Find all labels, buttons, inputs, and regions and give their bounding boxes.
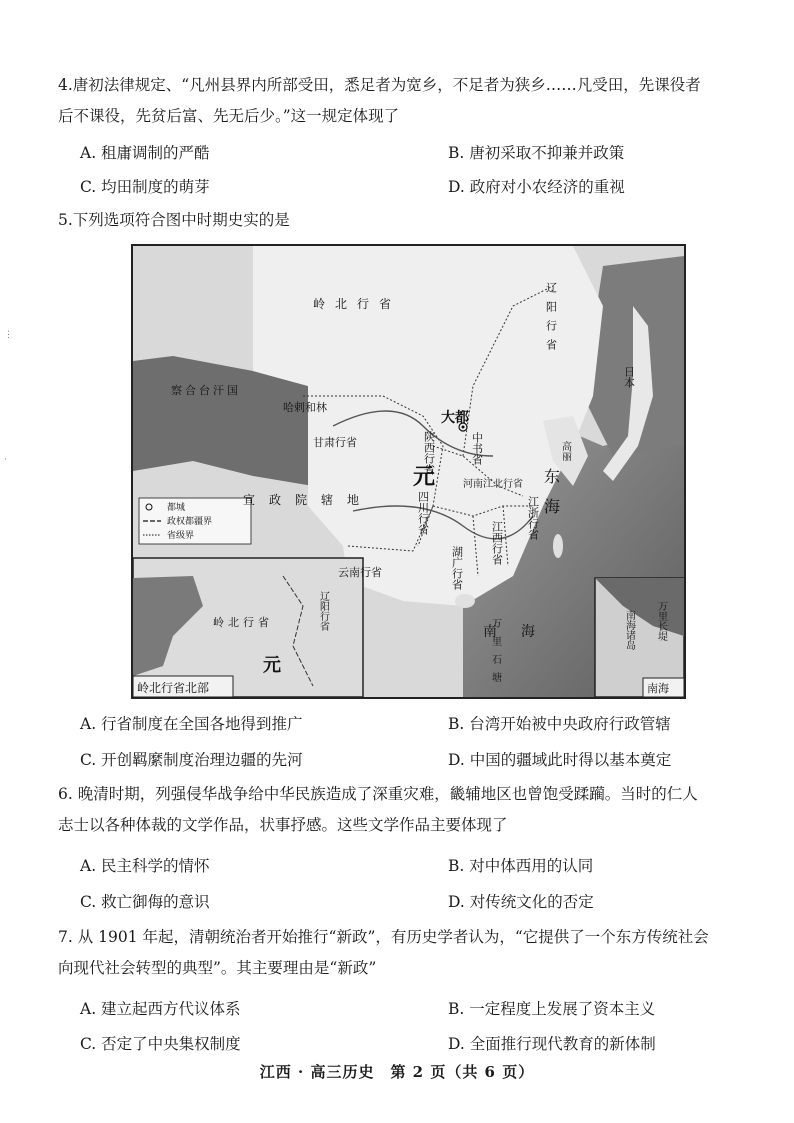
inset-lingbei-label2: 辽阳行省 <box>317 591 329 631</box>
inset-lingbei-label1: 岭北行省 <box>213 616 273 629</box>
label-lingbei: 岭北行省 <box>313 297 402 311</box>
legend-border1: 政权都疆界 <box>167 517 213 527</box>
question-4-option-a: A. 租庸调制的严酷 <box>80 144 210 162</box>
question-4-stem-line1: 4.唐初法律规定、“凡州县界内所部受田，悉足者为宽乡，不足者为狭乡……凡受田，先课役者 <box>58 76 701 94</box>
question-4-option-c: C. 均田制度的萌芽 <box>80 178 210 196</box>
taiwan-island <box>553 534 563 558</box>
question-7-option-c: C. 否定了中央集权制度 <box>80 1035 241 1053</box>
question-7 <box>58 922 748 984</box>
question-5-stem: 5.下列选项符合图中时期史实的是 <box>58 211 290 229</box>
label-jiangxi: 江西行省 <box>490 521 504 565</box>
question-4-stem-line2: 后不课役，先贫后富、先无后少。”这一规定体现了 <box>58 107 400 125</box>
question-6 <box>58 779 748 841</box>
label-zhongshu: 中书省 <box>470 432 484 465</box>
inset-lingbei-yuan: 元 <box>263 655 281 676</box>
question-6-stem-line2: 志士以各种体裁的文学作品，状事抒感。这些文学作品主要体现了 <box>58 816 508 834</box>
question-4-option-b: B. 唐初采取不抑兼并政策 <box>448 144 625 162</box>
question-5-option-b: B. 台湾开始被中央政府行政管辖 <box>448 715 671 733</box>
label-xuanzheng: 宣政院辖地 <box>243 493 374 507</box>
label-nanhai: 南海 <box>483 624 559 640</box>
question-7-stem-line2: 向现代社会转型的典型”。其主要理由是“新政” <box>58 959 377 977</box>
label-shaanxi: 陕西行省 <box>422 431 436 475</box>
question-6-option-c: C. 救亡御侮的意识 <box>80 893 210 911</box>
legend-capital: 都城 <box>167 503 186 513</box>
label-jiangzhe: 江浙行省 <box>526 496 540 540</box>
label-gaoli: 高丽 <box>559 441 571 461</box>
question-6-option-d: D. 对传统文化的否定 <box>448 893 594 911</box>
label-donghai: 东海 <box>541 468 561 528</box>
label-liaoyang: 辽阳行省 <box>544 282 558 358</box>
question-6-stem-line1: 6. 晚清时期，列强侵华战争给中华民族造成了深重灾难，畿辅地区也曾饱受蹂躏。当时的仁人 <box>58 785 698 803</box>
page-footer: 江西 · 高三历史 第 2 页（共 6 页） <box>259 1063 535 1081</box>
label-karakorum: 哈剌和林 <box>283 401 327 414</box>
legend-border2: 省级界 <box>167 531 195 541</box>
label-wanli-changdi: 万里长堤 <box>655 601 667 641</box>
inset-lingbei-title: 岭北行省北部 <box>137 681 210 695</box>
binding-mark: ⋮ <box>4 330 13 340</box>
binding-mark: · <box>4 455 7 465</box>
label-huguang: 湖广行省 <box>450 546 464 590</box>
question-5-option-c: C. 开创羁縻制度治理边疆的先河 <box>80 751 303 769</box>
yuan-dynasty-map <box>131 244 686 699</box>
question-7-option-d: D. 全面推行现代教育的新体制 <box>448 1035 656 1053</box>
hainan-island <box>455 594 475 608</box>
question-7-stem-line1: 7. 从 1901 年起，清朝统治者开始推行“新政”，有历史学者认为，“它提供了一个东方传统社会 <box>58 928 709 946</box>
label-dadu: 大都 <box>441 410 469 426</box>
label-yunnan: 云南行省 <box>338 566 382 579</box>
label-wanli-shitang: 万里石塘 <box>489 618 501 690</box>
question-6-option-b: B. 对中体西用的认同 <box>448 857 594 875</box>
label-sichuan: 四川行省 <box>416 491 430 535</box>
question-6-option-a: A. 民主科学的情怀 <box>80 857 210 875</box>
inset-nanhai-title: 南海 <box>647 682 669 695</box>
label-henan: 河南江北行省 <box>463 479 523 490</box>
label-yuan: 元 <box>413 465 436 490</box>
question-7-option-a: A. 建立起西方代议体系 <box>80 1000 241 1018</box>
question-5-option-d: D. 中国的疆域此时得以基本奠定 <box>448 751 672 769</box>
question-5-option-a: A. 行省制度在全国各地得到推广 <box>80 715 303 733</box>
question-4 <box>58 70 748 132</box>
question-7-option-b: B. 一定程度上发展了资本主义 <box>448 1000 656 1018</box>
label-riben: 日本 <box>622 366 636 388</box>
question-5 <box>58 205 748 236</box>
label-gansu: 甘肃行省 <box>313 436 357 449</box>
label-nanhai-islands: 南海诸岛 <box>623 610 635 650</box>
question-4-option-d: D. 政府对小农经济的重视 <box>448 178 625 196</box>
label-chagatai: 察合台汗国 <box>171 384 241 397</box>
